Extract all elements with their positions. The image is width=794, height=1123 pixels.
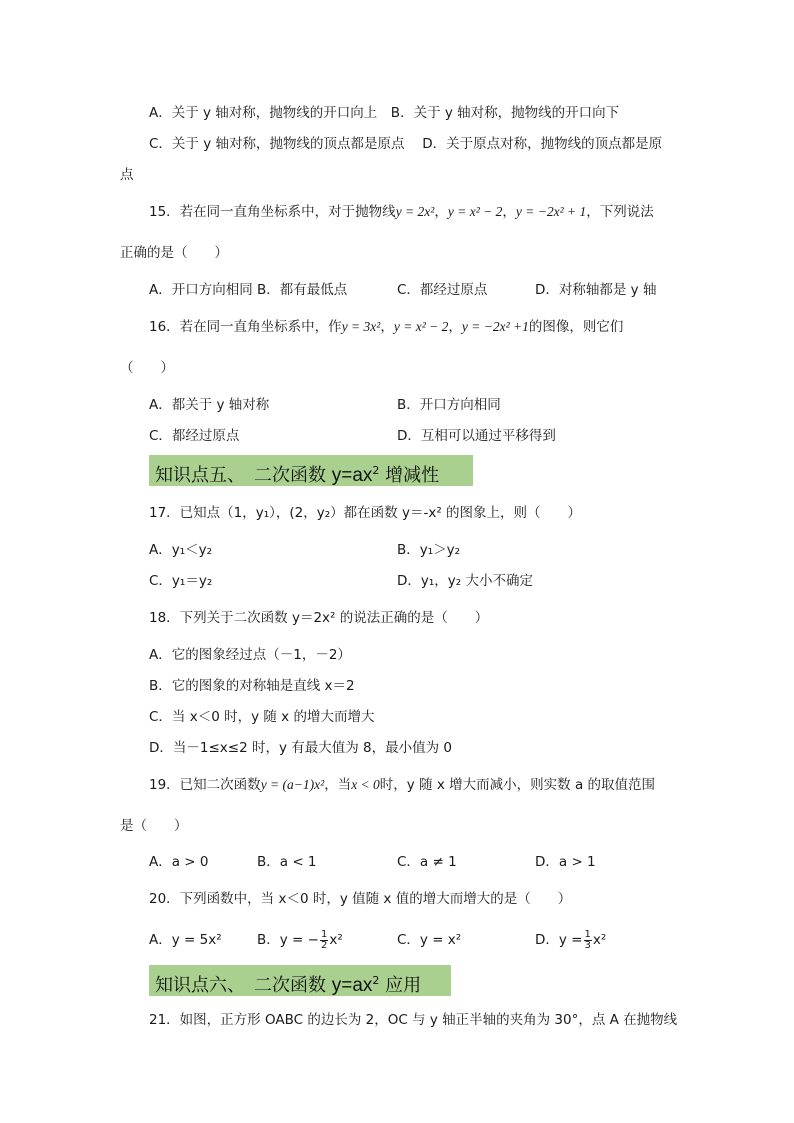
q18-stem: 18．下列关于二次函数 y＝2x² 的说法正确的是（ ） [149,610,489,626]
q14-options-line-2: C．关于 y 轴对称，抛物线的顶点都是原点 D．关于原点对称，抛物线的顶点都是原 [149,136,663,152]
section-heading-6 [149,965,451,996]
q18-option-b: B．它的图象的对称轴是直线 x＝2 [149,678,355,694]
q20-option-b-suffix: x² [329,932,343,948]
q19-option-c: C．a ≠ 1 [397,854,457,870]
q15-option-c: C．都经过原点 [397,282,488,298]
q16-stem-continued: （ ） [120,360,174,376]
q16-option-c: C．都经过原点 [149,428,240,444]
q20-option-a: A．y = 5x² [149,932,222,948]
section-heading-6-exponent: 2 [372,974,380,987]
section-heading-6-tail: 应用 [379,975,422,996]
q20-option-b-fraction [320,930,328,951]
q17-option-c: C．y₁＝y₂ [149,573,213,589]
q19-stem-continued: 是（ ） [120,818,188,834]
q19-stem-part-c: 时，y 随 x 增大而减小，则实数 a 的取值范围 [379,777,656,793]
q15-stem-part-a: 15．若在同一直角坐标系中，对于抛物线 [149,204,396,220]
q16-stem: 16．若在同一直角坐标系中，作y = 3x²，y = x² − 2，y = −2x² +1的图像，则它们 [149,319,624,335]
q16-stem-part-a: 16．若在同一直角坐标系中，作 [149,319,342,335]
q16-formula-1: y = 3x² [341,319,381,334]
q14-options-line-1: A．关于 y 轴对称，抛物线的开口向上 B．关于 y 轴对称，抛物线的开口向下 [149,105,620,121]
q15-formula-3: y = −2x² + 1 [515,204,587,219]
q16-formula-2: y = x² − 2 [393,319,449,334]
q19-option-a: A．a > 0 [149,854,209,870]
q16-formula-3: y = −2x² +1 [461,319,529,334]
q18-option-d: D．当－1≤x≤2 时，y 有最大值为 8，最小值为 0 [149,740,453,756]
q19-formula-1: y = (a−1)x² [260,777,325,792]
q16-option-d: D．互相可以通过平移得到 [397,428,556,444]
section-heading-6-text: 知识点六、 二次函数 [155,975,332,996]
q20-option-c: C．y = x² [397,932,462,948]
q20-option-d-fraction [584,930,592,951]
q17-option-d: D．y₁，y₂ 大小不确定 [397,573,533,589]
q20-option-d-prefix: D．y = [535,932,583,948]
section-heading-5-tail: 增减性 [379,465,440,486]
q16-option-b: B．开口方向相同 [397,397,501,413]
q18-option-a: A．它的图象经过点（－1，－2） [149,647,351,663]
q19-stem-part-a: 19．已知二次函数 [149,777,261,793]
q15-stem-part-b: ，下列说法 [586,204,654,220]
section-heading-5-exponent: 2 [372,464,380,477]
q15-formula-1: y = 2x² [395,204,435,219]
q15-option-a: A．开口方向相同 [149,282,253,298]
q20-option-b-prefix: B．y = − [257,932,319,948]
q19-option-b: B．a < 1 [257,854,317,870]
q20-option-b [257,926,343,954]
section-heading-6-formula: y=ax [331,975,373,996]
q15-stem-continued: 正确的是（ ） [120,245,228,261]
q20-option-b-denominator: 2 [320,939,328,951]
q20-option-d-numerator: 1 [584,928,591,940]
q16-option-a: A．都关于 y 轴对称 [149,397,270,413]
q19-option-d: D．a > 1 [535,854,596,870]
section-heading-5 [149,455,473,486]
q19-formula-2: x < 0 [351,777,380,792]
q15-option-b: B．都有最低点 [257,282,348,298]
q16-stem-part-b: 的图像，则它们 [528,319,624,335]
q17-option-b: B．y₁＞y₂ [397,542,461,558]
q19-stem-part-b: ，当 [324,777,352,793]
q20-option-d-denominator: 3 [584,939,591,951]
q20-option-d [535,926,606,954]
q20-option-b-numerator: 1 [320,928,328,940]
q15-formula-2: y = x² − 2 [447,204,503,219]
q14-options-line-3: 点 [120,167,134,183]
q20-option-d-suffix: x² [592,932,607,948]
q17-option-a: A．y₁＜y₂ [149,542,213,558]
q18-option-c: C．当 x＜0 时，y 随 x 的增大而增大 [149,709,375,725]
q15-option-d: D．对称轴都是 y 轴 [535,282,657,298]
q19-stem [149,776,655,794]
q15-stem: 15．若在同一直角坐标系中，对于抛物线y = 2x²，y = x² − 2，y = −2x² + 1，下列说法 [149,204,654,220]
q20-stem: 20．下列函数中，当 x＜0 时，y 值随 x 值的增大而增大的是（ ） [149,891,572,907]
section-heading-5-text: 知识点五、 二次函数 [155,465,332,486]
section-heading-5-formula: y=ax [331,465,373,486]
q21-stem: 21．如图，正方形 OABC 的边长为 2，OC 与 y 轴正半轴的夹角为 30°，点 A 在抛物线 [149,1012,678,1028]
q17-stem: 17．已知点（1，y₁），(2，y₂）都在函数 y＝-x² 的图象上，则（ ） [149,505,582,521]
